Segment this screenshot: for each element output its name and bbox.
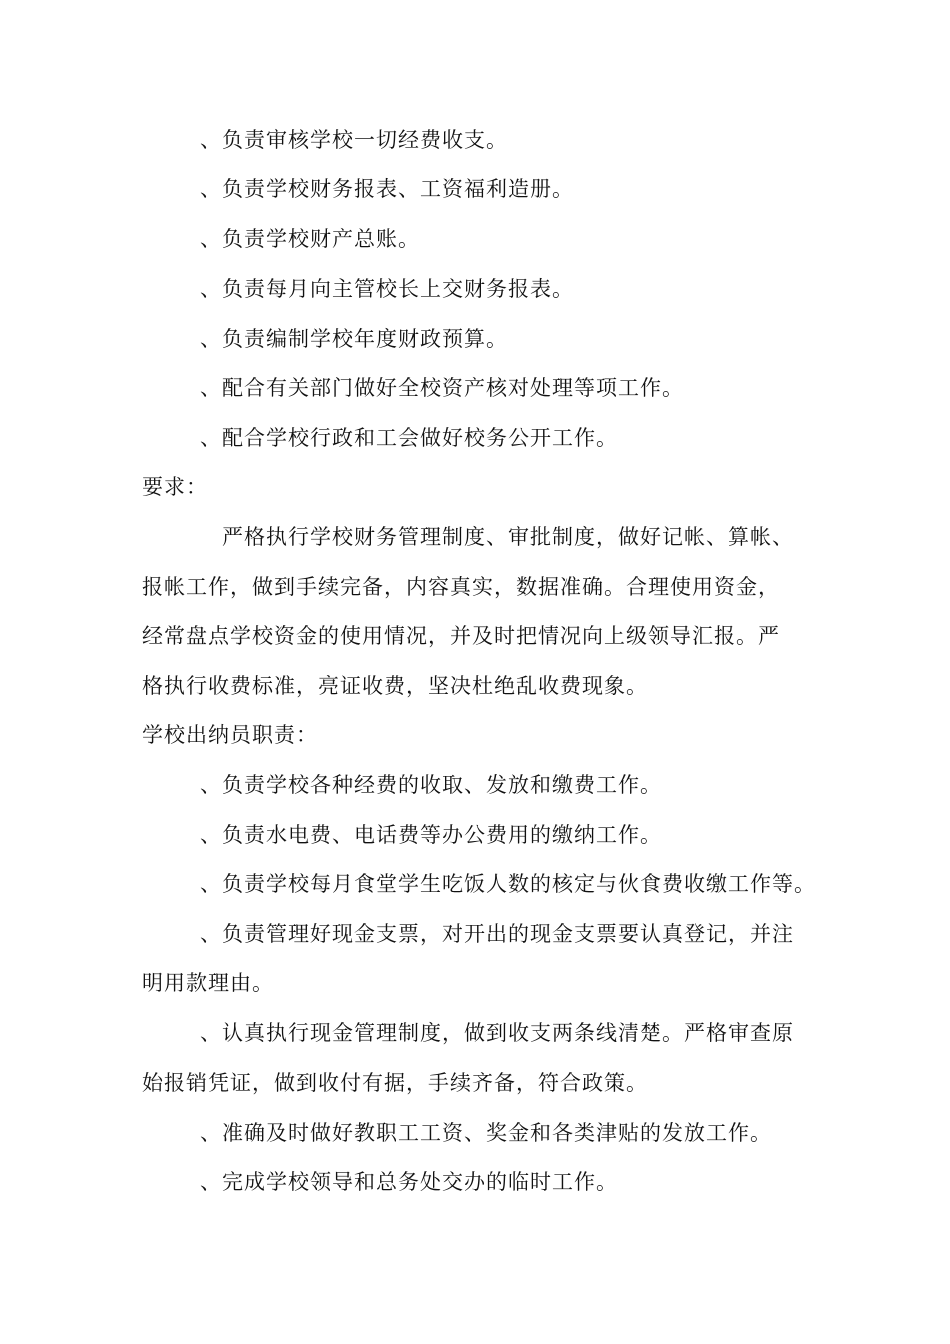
cashier-duty-line: 始报销凭证，做到收付有据，手续齐备，符合政策。 xyxy=(142,1071,648,1095)
cashier-duty-line: 、负责学校每月食堂学生吃饭人数的核定与伙食费收缴工作等。 xyxy=(200,872,816,896)
duty-item: 、负责每月向主管校长上交财务报表。 xyxy=(200,277,574,301)
duty-item: 、配合学校行政和工会做好校务公开工作。 xyxy=(200,426,618,450)
requirements-paragraph-line: 严格执行学校财务管理制度、审批制度，做好记帐、算帐、 xyxy=(222,525,794,549)
requirements-paragraph-line: 经常盘点学校资金的使用情况，并及时把情况向上级领导汇报。严 xyxy=(142,624,780,648)
duty-item: 、配合有关部门做好全校资产核对处理等项工作。 xyxy=(200,376,684,400)
cashier-duty-line: 、准确及时做好教职工工资、奖金和各类津贴的发放工作。 xyxy=(200,1121,772,1145)
duty-item: 、负责学校财产总账。 xyxy=(200,227,420,251)
cashier-duty-line: 、认真执行现金管理制度，做到收支两条线清楚。严格审查原 xyxy=(200,1021,794,1045)
cashier-duty-line: 明用款理由。 xyxy=(142,971,274,995)
duty-item: 、负责学校财务报表、工资福利造册。 xyxy=(200,177,574,201)
cashier-duty-line: 、负责管理好现金支票，对开出的现金支票要认真登记，并注 xyxy=(200,922,794,946)
cashier-heading: 学校出纳员职责： xyxy=(142,723,318,747)
requirements-paragraph-line: 格执行收费标准，亮证收费，坚决杜绝乱收费现象。 xyxy=(142,674,648,698)
requirements-paragraph-line: 报帐工作，做到手续完备，内容真实，数据准确。合理使用资金， xyxy=(142,575,780,599)
duty-item: 、负责编制学校年度财政预算。 xyxy=(200,327,508,351)
cashier-duty-line: 、负责水电费、电话费等办公费用的缴纳工作。 xyxy=(200,823,662,847)
requirements-heading: 要求： xyxy=(142,475,208,499)
cashier-duty-line: 、负责学校各种经费的收取、发放和缴费工作。 xyxy=(200,773,662,797)
cashier-duty-line: 、完成学校领导和总务处交办的临时工作。 xyxy=(200,1170,618,1194)
duty-item: 、负责审核学校一切经费收支。 xyxy=(200,128,508,152)
